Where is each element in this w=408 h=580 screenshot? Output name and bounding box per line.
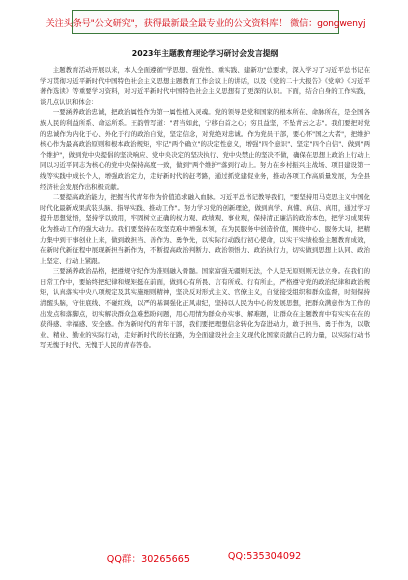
paragraph-intro: 主题教育活动开展以来，本人全面遵循"学思想、强党性、重实践、建新功"总要求，深入学习了习近平总书记在学习贯彻习近平新时代中国特色社会主义思想主题教育工作会议上的讲话，以及《党的二十大报告》《党章》《习近平著作选读》等重要学习资料，对习近平新时代中国特色社会主义思想有了更深的认识。下面，结合自身的工作实践，谈几点认识和体会： xyxy=(40,66,370,106)
paragraph-one: 一要涵养政治忠诚，把政治属性作为第一属性植入灵魂。党的领导是党和国家的根本所在、命脉所在，是全国各族人民的利益所系、命运所系。王韵曾写道："君当如此，宁移白首之心；穷且益坚，不坠青云之志"。我们要把对党的忠诚作为内化于心、外化于行的政治自觉，坚定信念，对党绝对忠诚。作为党员干部，要心怀"国之大者"，把维护核心作为最高政治原则和根本政治规矩，牢记"两个确立"的决定性意义，增强"四个意识"、坚定"四个自信"、做到"两个维护"，做到党中央提倡的坚决响应、党中央决定的坚决执行、党中央禁止的坚决不做，确保在思想上政治上行动上同以习近平同志为核心的党中央保持高度一致，做到"两个维护"落到行动上。努力在乡村振兴主战场、项目建设第一线等实践中成长个人，增强政治定力，走好新时代的赶考路，通过抓党建促业务，推动各项工作高质量发展，为全县经济社会发展作出积极贡献。 xyxy=(40,108,370,191)
qq-group-text: QQ群：30265665 xyxy=(106,554,190,565)
paragraph-two: 二要提高政治能力，把握当代青年作为价值追求融入血脉。习近平总书记教导我们，"要坚持用马克思主义中国化时代化最新成果武装头脑、指导实践、推动工作"。努力学习党的创新理论，做到真学、真懂、真信、真用，通过学习提升思想觉悟，坚持学以致用，牢固树立正确的权力观、政绩观、事业观，保持清正廉洁的政治本色，把学习成果转化为推动工作的强大动力。我们要坚持在攻坚克难中增强本领，在为民服务中创造价值，围绕中心、服务大局，把精力集中到干事创业上来，做到敢担当、善作为、勇争先，以实际行动践行初心使命，以实干实绩检验主题教育成效，在新时代新征程中展现新担当新作为，不断提高政治判断力、政治领悟力、政治执行力，切实做到思想上认同、政治上坚定、行动上紧跟。 xyxy=(40,193,370,265)
qq-number-text: QQ:535304092 xyxy=(227,551,302,562)
document-body xyxy=(40,48,370,351)
contact-footer xyxy=(0,551,408,565)
paragraph-three: 三要涵养政治品格，把遵规守纪作为准则融入骨髓。国家富强无疆则无法，个人是无原则则无法立身。在我们的日常工作中，要始终把纪律和规矩挺在前面，做到心有所畏、言有所戒、行有所止，严格遵守党的政治纪律和政治规矩，认真落实中央八项规定及其实施细则精神，坚决反对形式主义、官僚主义，自觉接受组织和群众监督，时刻保持清醒头脑，守住底线、不碰红线，以严的基调强化正风肃纪，坚持以人民为中心的发展思想，把群众满意作为工作的出发点和落脚点，切实解决群众急难愁盼问题，用心用情为群众办实事、解难题，让群众在主题教育中有实实在在的获得感、幸福感、安全感。作为新时代的青年干部，我们要把理想信念转化为奋进动力，敢于担当、勇于作为，以敬业、精业、勤业的实际行动，走好新时代的长征路，为全面建设社会主义现代化国家贡献自己的力量，以实际行动书写无愧于时代、无愧于人民的青春答卷。 xyxy=(40,267,370,350)
document-title: 2023年主题教育理论学习研讨会发言提纲 xyxy=(131,49,279,58)
promo-banner-text: 关注头条号"公文研究"，获得最新最全最专业的公文资料库！ 微信：gongwenyj xyxy=(45,18,366,29)
promo-banner xyxy=(45,10,366,34)
